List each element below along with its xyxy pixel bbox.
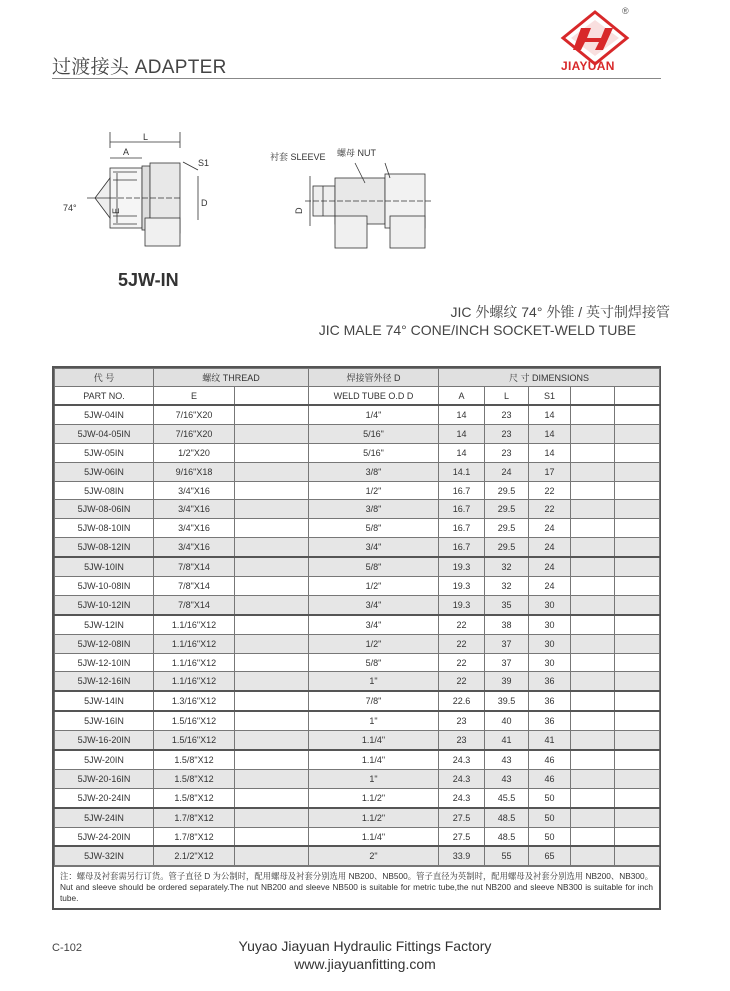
cell-l: 29.5 xyxy=(485,481,529,500)
cell-l: 23 xyxy=(485,424,529,443)
cell-l: 43 xyxy=(485,750,529,769)
cell-l: 32 xyxy=(485,557,529,576)
table-row xyxy=(55,519,660,538)
cell-tube: 3/4" xyxy=(309,595,439,614)
cell-a: 24.3 xyxy=(439,769,485,788)
cell-part: 5JW-24-20IN xyxy=(55,827,154,846)
cell-blank xyxy=(571,405,615,424)
cell-blank xyxy=(571,424,615,443)
cell-s1: 36 xyxy=(529,672,571,691)
cell-part: 5JW-10-08IN xyxy=(55,577,154,596)
cell-part: 5JW-10-12IN xyxy=(55,595,154,614)
cell-thread: 1.7/8"X12 xyxy=(154,827,235,846)
cell-s1: 22 xyxy=(529,481,571,500)
cell-a: 23 xyxy=(439,711,485,730)
table-row xyxy=(55,424,660,443)
cell-thread: 1.1/16"X12 xyxy=(154,672,235,691)
cell-blank xyxy=(571,808,615,827)
cell-s1: 50 xyxy=(529,788,571,807)
cell-blank xyxy=(235,731,309,750)
cell-blank xyxy=(571,595,615,614)
cell-a: 33.9 xyxy=(439,846,485,865)
cell-a: 19.3 xyxy=(439,557,485,576)
cell-blank xyxy=(615,519,660,538)
page-title: 过渡接头 ADAPTER xyxy=(52,57,227,78)
cell-part: 5JW-12-08IN xyxy=(55,634,154,653)
cell-tube: 5/8" xyxy=(309,519,439,538)
cell-l: 32 xyxy=(485,577,529,596)
cell-s1: 36 xyxy=(529,691,571,711)
cell-l: 55 xyxy=(485,846,529,865)
cell-s1: 36 xyxy=(529,711,571,730)
header-dims-cn: 尺 寸 DIMENSIONS xyxy=(439,369,660,387)
table-row xyxy=(55,750,660,769)
cell-blank xyxy=(615,711,660,730)
cell-blank xyxy=(571,731,615,750)
cell-blank xyxy=(615,481,660,500)
header-blank xyxy=(571,387,615,406)
dim-d-right-label: D xyxy=(294,207,304,214)
cell-s1: 46 xyxy=(529,769,571,788)
cell-s1: 46 xyxy=(529,750,571,769)
cell-blank xyxy=(571,711,615,730)
cell-l: 24 xyxy=(485,462,529,481)
cell-part: 5JW-06IN xyxy=(55,462,154,481)
cell-part: 5JW-24IN xyxy=(55,808,154,827)
cell-blank xyxy=(235,577,309,596)
cell-thread: 2.1/2"X12 xyxy=(154,846,235,865)
cell-part: 5JW-04-05IN xyxy=(55,424,154,443)
cell-blank xyxy=(615,615,660,634)
cell-tube: 1.1/2" xyxy=(309,788,439,807)
cell-thread: 7/8"X14 xyxy=(154,595,235,614)
cell-part: 5JW-08-06IN xyxy=(55,500,154,519)
cell-a: 14.1 xyxy=(439,462,485,481)
cell-blank xyxy=(235,595,309,614)
cell-a: 24.3 xyxy=(439,788,485,807)
dim-d-label: D xyxy=(201,198,208,208)
cell-blank xyxy=(615,808,660,827)
cell-blank xyxy=(571,481,615,500)
cell-a: 27.5 xyxy=(439,808,485,827)
cell-thread: 3/4"X16 xyxy=(154,500,235,519)
cell-l: 37 xyxy=(485,634,529,653)
cell-blank xyxy=(615,788,660,807)
cell-part: 5JW-12-10IN xyxy=(55,653,154,672)
cell-thread: 1.5/8"X12 xyxy=(154,750,235,769)
cell-blank xyxy=(235,711,309,730)
cell-l: 23 xyxy=(485,405,529,424)
description-en: JIC MALE 74° CONE/INCH SOCKET-WELD TUBE xyxy=(318,322,636,338)
cell-l: 29.5 xyxy=(485,519,529,538)
cell-a: 22 xyxy=(439,615,485,634)
cell-a: 22 xyxy=(439,653,485,672)
sleeve-label: 衬套 SLEEVE xyxy=(270,152,326,162)
cell-blank xyxy=(571,443,615,462)
header-blank xyxy=(615,387,660,406)
cell-blank xyxy=(235,672,309,691)
table-row xyxy=(55,538,660,557)
angle-label: 74° xyxy=(63,203,77,213)
cell-a: 14 xyxy=(439,424,485,443)
cell-l: 48.5 xyxy=(485,827,529,846)
cell-l: 43 xyxy=(485,769,529,788)
cell-blank xyxy=(235,481,309,500)
company-name: Yuyao Jiayuan Hydraulic Fittings Factory xyxy=(238,938,492,954)
cell-thread: 1.5/8"X12 xyxy=(154,769,235,788)
table-row xyxy=(55,653,660,672)
cell-blank xyxy=(615,653,660,672)
cell-thread: 7/8"X14 xyxy=(154,557,235,576)
cell-a: 16.7 xyxy=(439,538,485,557)
cell-l: 23 xyxy=(485,443,529,462)
dim-l-label: L xyxy=(143,132,149,142)
cell-blank xyxy=(235,827,309,846)
header-blank xyxy=(235,387,309,406)
cell-blank xyxy=(235,443,309,462)
cell-a: 22 xyxy=(439,672,485,691)
cell-thread: 1.1/16"X12 xyxy=(154,615,235,634)
cell-tube: 1" xyxy=(309,711,439,730)
cell-tube: 1/4" xyxy=(309,405,439,424)
cell-tube: 1" xyxy=(309,769,439,788)
header-a: A xyxy=(439,387,485,406)
cell-a: 22 xyxy=(439,634,485,653)
cell-a: 16.7 xyxy=(439,519,485,538)
cell-blank xyxy=(235,634,309,653)
cell-part: 5JW-10IN xyxy=(55,557,154,576)
table-row xyxy=(55,808,660,827)
cell-blank xyxy=(615,827,660,846)
table-row xyxy=(55,500,660,519)
cell-blank xyxy=(571,538,615,557)
cell-tube: 3/4" xyxy=(309,615,439,634)
cell-tube: 2" xyxy=(309,846,439,865)
cell-a: 22.6 xyxy=(439,691,485,711)
cell-blank xyxy=(571,519,615,538)
cell-blank xyxy=(571,750,615,769)
cell-blank xyxy=(615,577,660,596)
table-row xyxy=(55,634,660,653)
table-row xyxy=(55,481,660,500)
table-row xyxy=(55,462,660,481)
cell-part: 5JW-16-20IN xyxy=(55,731,154,750)
cell-a: 14 xyxy=(439,405,485,424)
cell-blank xyxy=(615,500,660,519)
cell-blank xyxy=(571,788,615,807)
cell-tube: 5/16" xyxy=(309,443,439,462)
table-row xyxy=(55,595,660,614)
cell-blank xyxy=(235,846,309,865)
cell-blank xyxy=(615,731,660,750)
table-row xyxy=(55,711,660,730)
cell-blank xyxy=(571,653,615,672)
cell-s1: 50 xyxy=(529,808,571,827)
cell-blank xyxy=(235,538,309,557)
cell-blank xyxy=(571,462,615,481)
cell-blank xyxy=(571,672,615,691)
cell-thread: 3/4"X16 xyxy=(154,481,235,500)
header-tube-cn: 焊接管外径 D xyxy=(309,369,439,387)
header-part-cn: 代 号 xyxy=(55,369,154,387)
cell-blank xyxy=(571,577,615,596)
cell-s1: 17 xyxy=(529,462,571,481)
cell-s1: 24 xyxy=(529,557,571,576)
cell-blank xyxy=(571,691,615,711)
cell-a: 27.5 xyxy=(439,827,485,846)
cell-thread: 7/8"X14 xyxy=(154,577,235,596)
cell-l: 39.5 xyxy=(485,691,529,711)
cell-blank xyxy=(235,500,309,519)
cell-thread: 1.5/8"X12 xyxy=(154,788,235,807)
table-row xyxy=(55,769,660,788)
cell-l: 37 xyxy=(485,653,529,672)
cell-l: 35 xyxy=(485,595,529,614)
header-part-en: PART NO. xyxy=(55,387,154,406)
header-s1: S1 xyxy=(529,387,571,406)
description-cn: JIC 外螺纹 74° 外锥 / 英寸制焊接管 xyxy=(450,304,670,320)
cell-l: 41 xyxy=(485,731,529,750)
cell-s1: 22 xyxy=(529,500,571,519)
table-row xyxy=(55,788,660,807)
header-tube-en: WELD TUBE O.D D xyxy=(309,387,439,406)
cell-l: 40 xyxy=(485,711,529,730)
cell-a: 19.3 xyxy=(439,577,485,596)
table-row xyxy=(55,443,660,462)
cell-s1: 65 xyxy=(529,846,571,865)
cell-blank xyxy=(235,653,309,672)
cell-thread: 3/4"X16 xyxy=(154,538,235,557)
cell-thread: 7/16"X20 xyxy=(154,405,235,424)
cell-a: 16.7 xyxy=(439,481,485,500)
technical-drawing xyxy=(55,128,475,268)
cell-blank xyxy=(571,827,615,846)
cell-a: 19.3 xyxy=(439,595,485,614)
cell-a: 14 xyxy=(439,443,485,462)
cell-blank xyxy=(615,634,660,653)
header-divider xyxy=(52,78,661,79)
table-header-en xyxy=(55,387,660,406)
table-row xyxy=(55,846,660,865)
dim-e-label: E xyxy=(111,207,121,214)
cell-part: 5JW-05IN xyxy=(55,443,154,462)
cell-blank xyxy=(615,443,660,462)
cell-a: 23 xyxy=(439,731,485,750)
cell-blank xyxy=(615,750,660,769)
cell-s1: 14 xyxy=(529,405,571,424)
cell-l: 48.5 xyxy=(485,808,529,827)
cell-blank xyxy=(615,462,660,481)
table-row xyxy=(55,672,660,691)
cell-tube: 1/2" xyxy=(309,577,439,596)
cell-blank xyxy=(235,462,309,481)
cell-thread: 1.3/16"X12 xyxy=(154,691,235,711)
cell-s1: 41 xyxy=(529,731,571,750)
table-row xyxy=(55,691,660,711)
header-l: L xyxy=(485,387,529,406)
cell-thread: 1.5/16"X12 xyxy=(154,711,235,730)
registered-mark: ® xyxy=(622,6,629,16)
cell-s1: 30 xyxy=(529,634,571,653)
cell-blank xyxy=(615,769,660,788)
cell-tube: 5/16" xyxy=(309,424,439,443)
cell-s1: 14 xyxy=(529,424,571,443)
cell-blank xyxy=(615,557,660,576)
cell-blank xyxy=(571,769,615,788)
cell-part: 5JW-20-16IN xyxy=(55,769,154,788)
cell-blank xyxy=(615,405,660,424)
cell-blank xyxy=(571,846,615,865)
cell-part: 5JW-12IN xyxy=(55,615,154,634)
cell-part: 5JW-04IN xyxy=(55,405,154,424)
header-thread-en: E xyxy=(154,387,235,406)
cell-tube: 3/8" xyxy=(309,462,439,481)
cell-blank xyxy=(235,788,309,807)
cell-tube: 1" xyxy=(309,672,439,691)
table-row xyxy=(55,405,660,424)
table-row xyxy=(55,731,660,750)
cell-s1: 50 xyxy=(529,827,571,846)
cell-tube: 1.1/4" xyxy=(309,731,439,750)
cell-blank xyxy=(235,424,309,443)
cell-l: 39 xyxy=(485,672,529,691)
cell-l: 29.5 xyxy=(485,538,529,557)
cell-thread: 1.7/8"X12 xyxy=(154,808,235,827)
cell-thread: 3/4"X16 xyxy=(154,519,235,538)
table-note: 注：螺母及衬套需另行订货。管子直径 D 为公制时，配用螺母及衬套分别选用 NB200、NB500。管子直径为英制时，配用螺母及衬套分别选用 NB200、NB300。 Nut and sleeve should be ordered separately.The nut NB200 and sleeve NB500 is suitable for metric tube,the nut NB200 and sleeve NB300 is suitable for inch tube. xyxy=(54,866,659,908)
cell-part: 5JW-16IN xyxy=(55,711,154,730)
table-row xyxy=(55,615,660,634)
cell-s1: 24 xyxy=(529,519,571,538)
cell-blank xyxy=(615,691,660,711)
cell-blank xyxy=(235,405,309,424)
cell-blank xyxy=(235,750,309,769)
cell-thread: 7/16"X20 xyxy=(154,424,235,443)
cell-s1: 24 xyxy=(529,538,571,557)
cell-thread: 1.1/16"X12 xyxy=(154,634,235,653)
cell-blank xyxy=(235,691,309,711)
cell-a: 24.3 xyxy=(439,750,485,769)
cell-blank xyxy=(615,672,660,691)
dimensions-table xyxy=(52,366,661,910)
table-row xyxy=(55,557,660,576)
cell-tube: 1/2" xyxy=(309,481,439,500)
cell-thread: 1.5/16"X12 xyxy=(154,731,235,750)
table-row xyxy=(55,827,660,846)
cell-tube: 5/8" xyxy=(309,653,439,672)
cell-tube: 1/2" xyxy=(309,634,439,653)
cell-tube: 1.1/2" xyxy=(309,808,439,827)
nut-label: 螺母 NUT xyxy=(337,148,376,158)
cell-blank xyxy=(571,500,615,519)
cell-part: 5JW-08-10IN xyxy=(55,519,154,538)
dim-s1-label: S1 xyxy=(198,158,210,168)
company-url: www.jiayuanfitting.com xyxy=(294,956,436,972)
cell-s1: 24 xyxy=(529,577,571,596)
page-number: C-102 xyxy=(52,942,82,954)
cell-blank xyxy=(235,557,309,576)
cell-blank xyxy=(615,846,660,865)
cell-blank xyxy=(615,424,660,443)
cell-tube: 1.1/4" xyxy=(309,827,439,846)
cell-part: 5JW-08IN xyxy=(55,481,154,500)
cell-s1: 30 xyxy=(529,595,571,614)
cell-l: 29.5 xyxy=(485,500,529,519)
cell-s1: 14 xyxy=(529,443,571,462)
cell-thread: 1.1/16"X12 xyxy=(154,653,235,672)
cell-s1: 30 xyxy=(529,615,571,634)
cell-blank xyxy=(615,538,660,557)
cell-blank xyxy=(571,615,615,634)
cell-part: 5JW-14IN xyxy=(55,691,154,711)
cell-part: 5JW-08-12IN xyxy=(55,538,154,557)
cell-part: 5JW-32IN xyxy=(55,846,154,865)
cell-blank xyxy=(571,557,615,576)
cell-s1: 30 xyxy=(529,653,571,672)
table-row xyxy=(55,577,660,596)
cell-blank xyxy=(235,808,309,827)
cell-l: 38 xyxy=(485,615,529,634)
cell-a: 16.7 xyxy=(439,500,485,519)
cell-part: 5JW-12-16IN xyxy=(55,672,154,691)
table-header-cn xyxy=(55,369,660,387)
cell-tube: 3/4" xyxy=(309,538,439,557)
cell-blank xyxy=(571,634,615,653)
cell-blank xyxy=(235,769,309,788)
model-number: 5JW-IN xyxy=(118,270,179,290)
cell-tube: 5/8" xyxy=(309,557,439,576)
brand-name: JIAYUAN xyxy=(561,59,615,73)
cell-blank xyxy=(235,519,309,538)
cell-thread: 1/2"X20 xyxy=(154,443,235,462)
header-thread-cn: 螺纹 THREAD xyxy=(154,369,309,387)
cell-l: 45.5 xyxy=(485,788,529,807)
cell-tube: 7/8" xyxy=(309,691,439,711)
cell-blank xyxy=(235,615,309,634)
dim-a-label: A xyxy=(123,147,130,157)
cell-tube: 1.1/4" xyxy=(309,750,439,769)
cell-blank xyxy=(615,595,660,614)
cell-part: 5JW-20IN xyxy=(55,750,154,769)
cell-thread: 9/16"X18 xyxy=(154,462,235,481)
cell-tube: 3/8" xyxy=(309,500,439,519)
cell-part: 5JW-20-24IN xyxy=(55,788,154,807)
